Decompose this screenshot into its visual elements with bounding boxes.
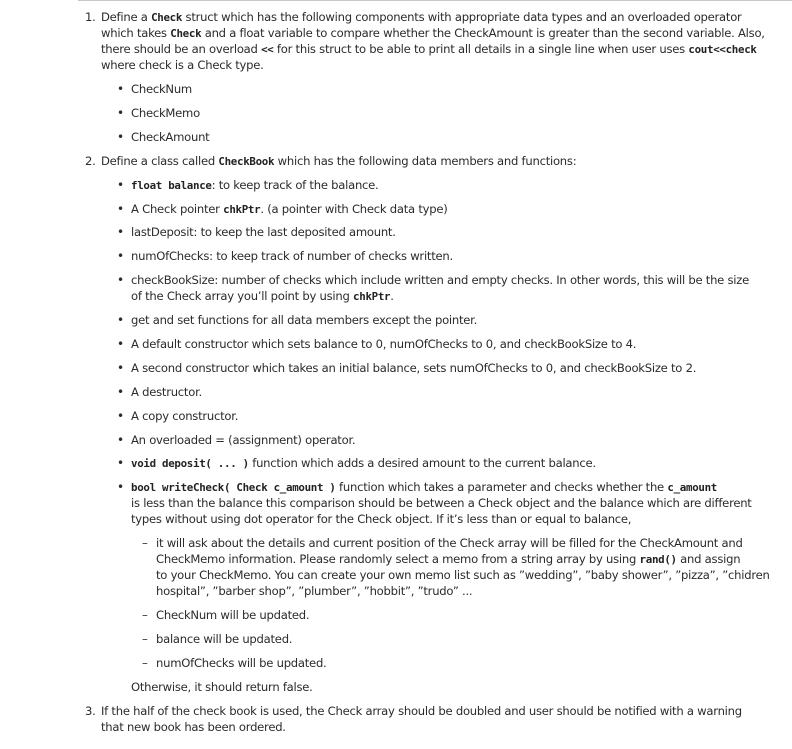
dash-icon: – — [142, 632, 148, 646]
field-checknum: CheckNum — [131, 82, 192, 96]
bullet-icon: • — [117, 249, 124, 263]
subitem-fill-line-4: hospital”, ”barber shop”, ”plumber”, ”hobbit”, ”trudo” ... — [156, 584, 473, 598]
bullet-icon: • — [117, 456, 124, 470]
bullet-icon: • — [117, 273, 124, 287]
item-number-2: 2. — [85, 154, 96, 168]
member-writecheck-line-3: types without using dot operator for the Check object. If it’s less than or equal to balance, — [131, 512, 632, 526]
dash-icon: – — [142, 608, 148, 622]
member-balance: float balance: to keep track of the balance. — [131, 178, 379, 192]
bullet-icon: • — [117, 361, 124, 375]
subitem-fill-line-2: CheckMemo information. Please randomly select a memo from a string array by using rand() and assign — [156, 552, 741, 566]
item-1-line-4: where check is a Check type. — [101, 58, 264, 72]
member-checkbooksize-line-1: checkBookSize: number of checks which include written and empty checks. In other words, this will be the size — [131, 273, 749, 287]
bullet-icon: • — [117, 480, 124, 494]
member-lastdeposit: lastDeposit: to keep the last deposited amount. — [131, 225, 396, 239]
bullet-icon: • — [117, 202, 124, 216]
member-chkptr: A Check pointer chkPtr. (a pointer with Check data type) — [131, 202, 448, 216]
member-second-constructor: A second constructor which takes an initial balance, sets numOfChecks to 0, and checkBookSize to 2. — [131, 361, 697, 375]
member-writecheck-line-2: is less than the balance this comparison should be between a Check object and the balance which are different — [131, 496, 752, 510]
dash-icon: – — [142, 536, 148, 550]
item-1-line-1: Define a Check struct which has the following components with appropriate data types and an overloaded operator — [101, 10, 742, 24]
member-checkbooksize-line-2: of the Check array you’ll point by using chkPtr. — [131, 289, 394, 303]
member-numofchecks: numOfChecks: to keep track of number of checks written. — [131, 249, 453, 263]
item-2-intro: Define a class called CheckBook which has the following data members and functions: — [101, 154, 577, 168]
bullet-icon: • — [117, 82, 124, 96]
dash-icon: – — [142, 656, 148, 670]
member-copy-constructor: A copy constructor. — [131, 409, 239, 423]
subitem-fill-line-1: it will ask about the details and current position of the Check array will be filled for the CheckAmount and — [156, 536, 743, 550]
subitem-numofchecks-updated: numOfChecks will be updated. — [156, 656, 327, 670]
member-getset: get and set functions for all data members except the pointer. — [131, 313, 478, 327]
item-1-line-3: there should be an overload << for this struct to be able to print all details in a single line when user uses cout<<check — [101, 42, 757, 56]
bullet-icon: • — [117, 409, 124, 423]
bullet-icon: • — [117, 433, 124, 447]
member-writecheck-line-1: bool writeCheck( Check c_amount ) function which takes a parameter and checks whether the c_amount — [131, 480, 717, 494]
item-3-line-1: If the half of the check book is used, the Check array should be doubled and user should be notified with a warning — [101, 704, 742, 718]
member-default-constructor: A default constructor which sets balance to 0, numOfChecks to 0, and checkBookSize to 4. — [131, 337, 637, 351]
bullet-icon: • — [117, 385, 124, 399]
item-1-line-2: which takes Check and a float variable to compare whether the CheckAmount is greater than the second variable. Also, — [101, 26, 765, 40]
member-destructor: A destructor. — [131, 385, 202, 399]
item-number-1: 1. — [85, 10, 96, 24]
subitem-checknum-updated: CheckNum will be updated. — [156, 608, 310, 622]
member-assignment-operator: An overloaded = (assignment) operator. — [131, 433, 356, 447]
subitem-balance-updated: balance will be updated. — [156, 632, 293, 646]
bullet-icon: • — [117, 225, 124, 239]
top-rule — [78, 0, 792, 1]
bullet-icon: • — [117, 337, 124, 351]
field-checkmemo: CheckMemo — [131, 106, 200, 120]
bullet-icon: • — [117, 313, 124, 327]
bullet-icon: • — [117, 130, 124, 144]
bullet-icon: • — [117, 178, 124, 192]
subitem-fill-line-3: to your CheckMemo. You can create your own memo list such as ”wedding”, ”baby shower”, ”pizza”, ”chidren — [156, 568, 770, 582]
field-checkamount: CheckAmount — [131, 130, 210, 144]
bullet-icon: • — [117, 106, 124, 120]
member-deposit: void deposit( ... ) function which adds a desired amount to the current balance. — [131, 456, 596, 470]
item-number-3: 3. — [85, 704, 96, 718]
otherwise-note: Otherwise, it should return false. — [131, 680, 313, 694]
item-3-line-2: that new book has been ordered. — [101, 720, 286, 734]
